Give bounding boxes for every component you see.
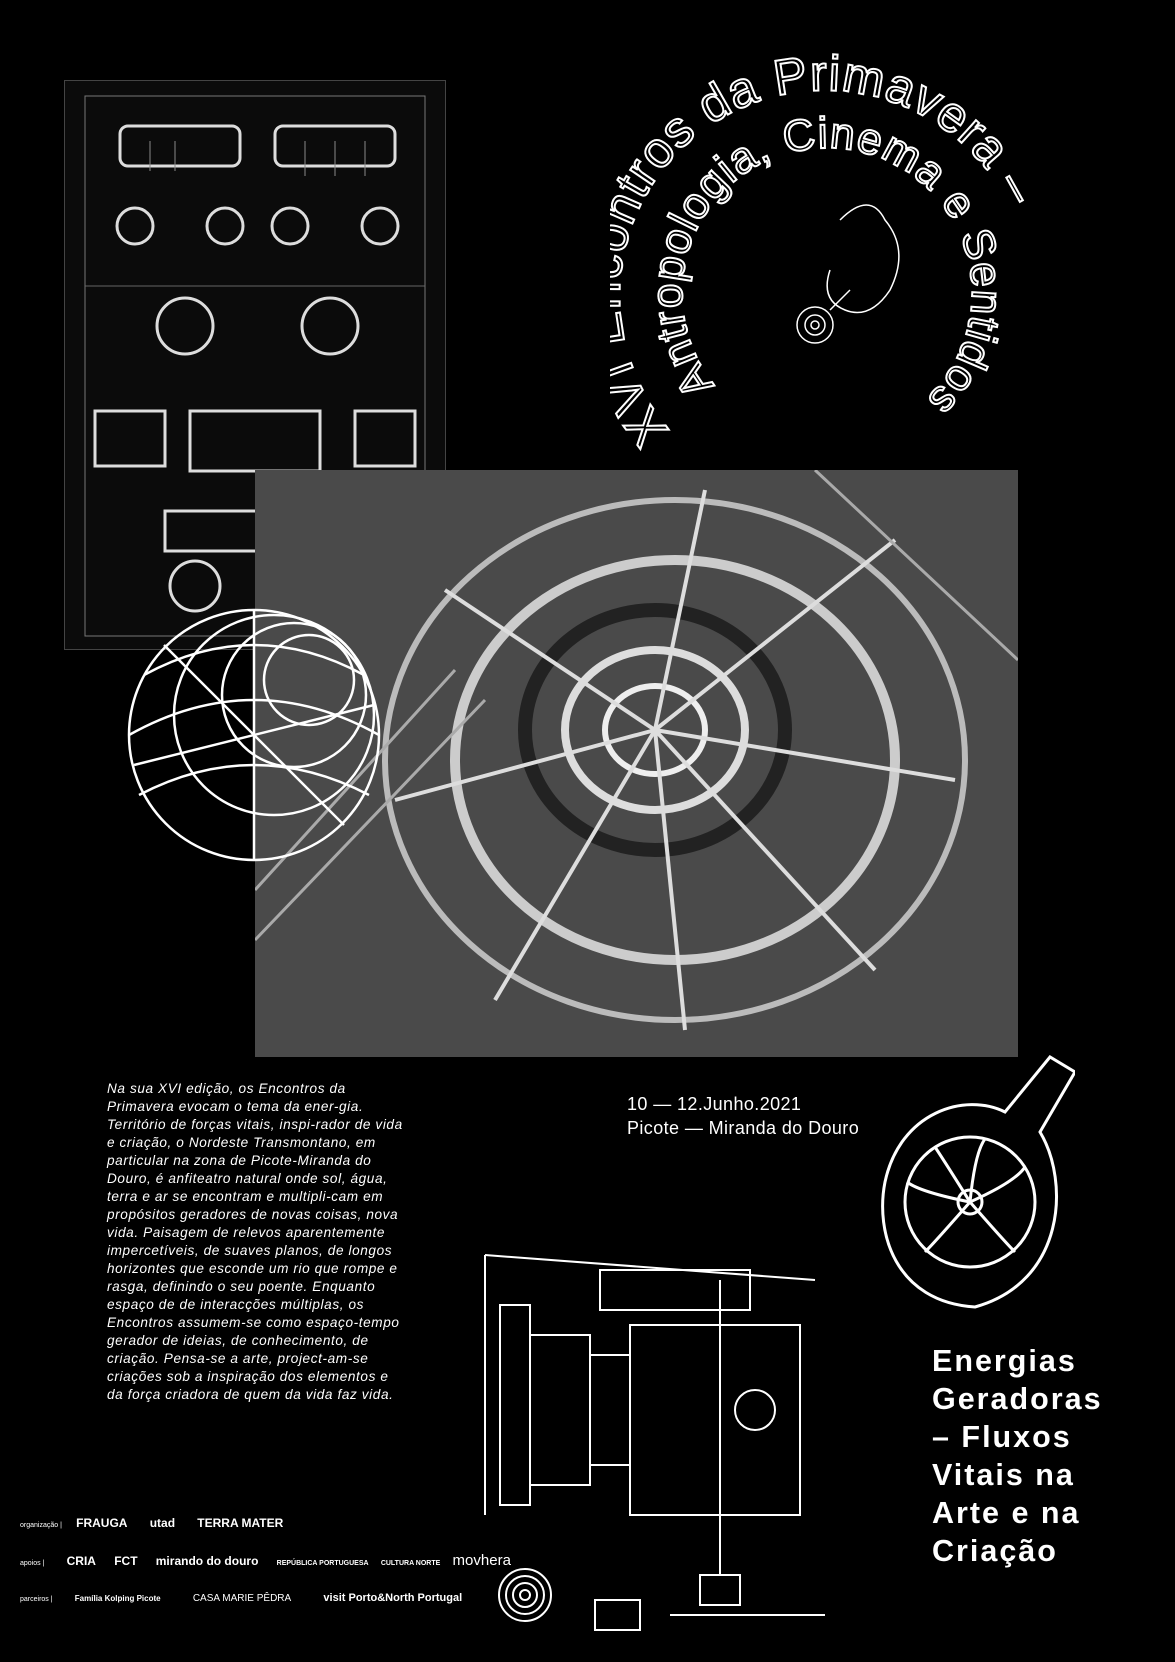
intro-paragraph: Na sua XVI edição, os Encontros da Primavera evocam o tema da ener-gia. Território de forças vitais, inspi-rador de vida e criação, o Nordeste Transmontano, em particular na zona de Picote-Miranda do Douro, é anfiteatro natural onde sol, água, terra e ar se encontram e multipli-cam em propósitos geradores de novas coisas, nova vida. Paisagem de relevos aparentemente impercetíveis, de suaves planos, de longos horizontes que esconde um rio que rompe e rasga, definindo o seu poente. Enquanto espaço de de interacções múltiplas, os Encontros assumem-se como espaço-tempo gerador de ideias, de conhecimento, de criação. Pensa-se a arte, project-am-se criações sob a inspiração dos elementos e da força criadora de quem da vida faz vida. (107, 1081, 403, 1402)
event-place: Picote — Miranda do Douro (627, 1118, 860, 1138)
logo-frauga: FRAUGA (76, 1516, 128, 1530)
logo-casa-marie-pedra: CASA MARIE PÊDRA (192, 1593, 292, 1604)
ear-diagram (797, 205, 899, 343)
partners-row (20, 1592, 462, 1604)
pump-volute-drawing (875, 1052, 1075, 1312)
partners-label: parceiros | (20, 1596, 53, 1603)
logo-miranda: mirando do douro (155, 1554, 259, 1568)
supporters-row (20, 1552, 511, 1569)
logo-visit-porto: visit Porto&North Portugal (323, 1592, 463, 1604)
circular-title (610, 50, 1070, 510)
event-dates: 10 — 12.Junho.2021 (627, 1094, 802, 1114)
logo-movhera: movhera (452, 1552, 511, 1569)
logo-cria: CRIA (66, 1554, 96, 1568)
circle-title-outer: X ros da Primavera – (612, 50, 1051, 458)
organizers-label: organização | (20, 1522, 62, 1529)
organizers-row (20, 1516, 283, 1530)
logo-fct: FCT (114, 1554, 138, 1568)
logo-kolping: Família Kolping Picote (74, 1594, 161, 1603)
logo-terra-mater: TERRA MATER (197, 1516, 284, 1530)
spiral-logo (495, 1565, 555, 1625)
logo-cultura-norte: CULTURA NORTE (380, 1560, 441, 1567)
logo-republica: REPÚBLICA PORTUGUESA (276, 1560, 369, 1567)
event-info (627, 1092, 859, 1140)
headline: Energias Geradoras – Fluxos Vitais na Arte e na Criação (932, 1344, 1103, 1568)
svg-text:Antropologia, Cinema e Sentido (643, 109, 1012, 427)
logo-utad: utad (149, 1516, 176, 1530)
supporters-label: apoios | (20, 1560, 45, 1567)
circle-title-inner: Antropologia, Cinema e Sentidos (642, 108, 1012, 427)
wire-sphere-drawing (124, 605, 384, 865)
